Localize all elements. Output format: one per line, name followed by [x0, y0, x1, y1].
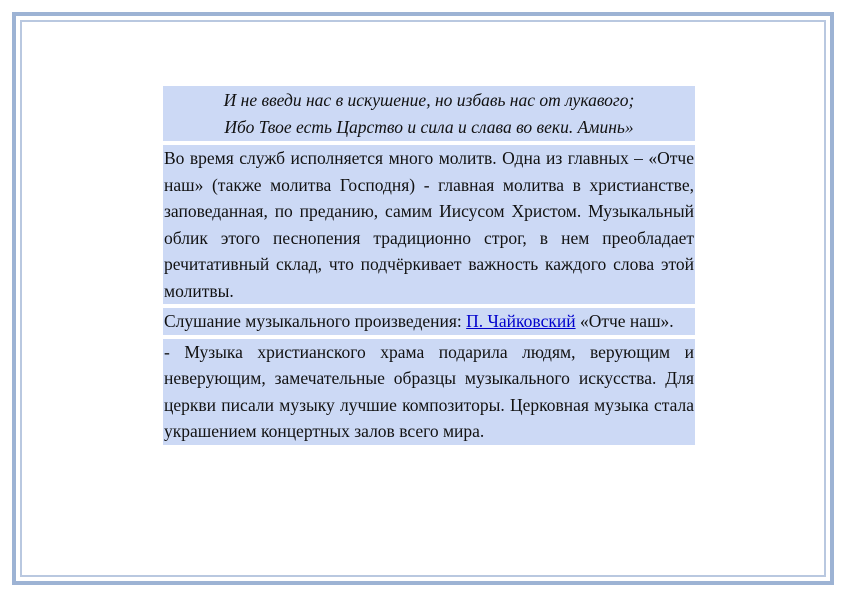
- paragraph-church-music: - Музыка христианского храма подарила людям, верующим и неверующим, замечательные образцы музыкального искусства. Для церкви писали музыку лучшие композиторы. Церковная музыка стала украшением концертных залов всего мира.: [163, 339, 695, 445]
- text-content: [163, 86, 695, 449]
- listening-prefix: Слушание музыкального произведения:: [164, 311, 467, 331]
- paragraph-prayer-description: Во время служб исполняется много молитв. Одна из главных – «Отче наш» (также молитва Господня) - главная молитва в христианстве, заповеданная, по преданию, самим Иисусом Христом. Музыкальный облик этого песнопения традиционно строг, в нем преобладает речитативный склад, что подчёркивает важность каждого слова этой молитвы.: [163, 145, 695, 304]
- quote-line-2: Ибо Твое есть Царство и сила и слава во веки. Аминь»: [224, 116, 634, 137]
- listening-suffix: «Отче наш».: [575, 311, 674, 331]
- prayer-quote: [163, 86, 695, 141]
- tchaikovsky-link[interactable]: П. Чайковский: [466, 311, 576, 331]
- paragraph-listening: [163, 308, 695, 335]
- quote-line-1: И не введи нас в искушение, но избавь нас от лукавого;: [223, 90, 635, 110]
